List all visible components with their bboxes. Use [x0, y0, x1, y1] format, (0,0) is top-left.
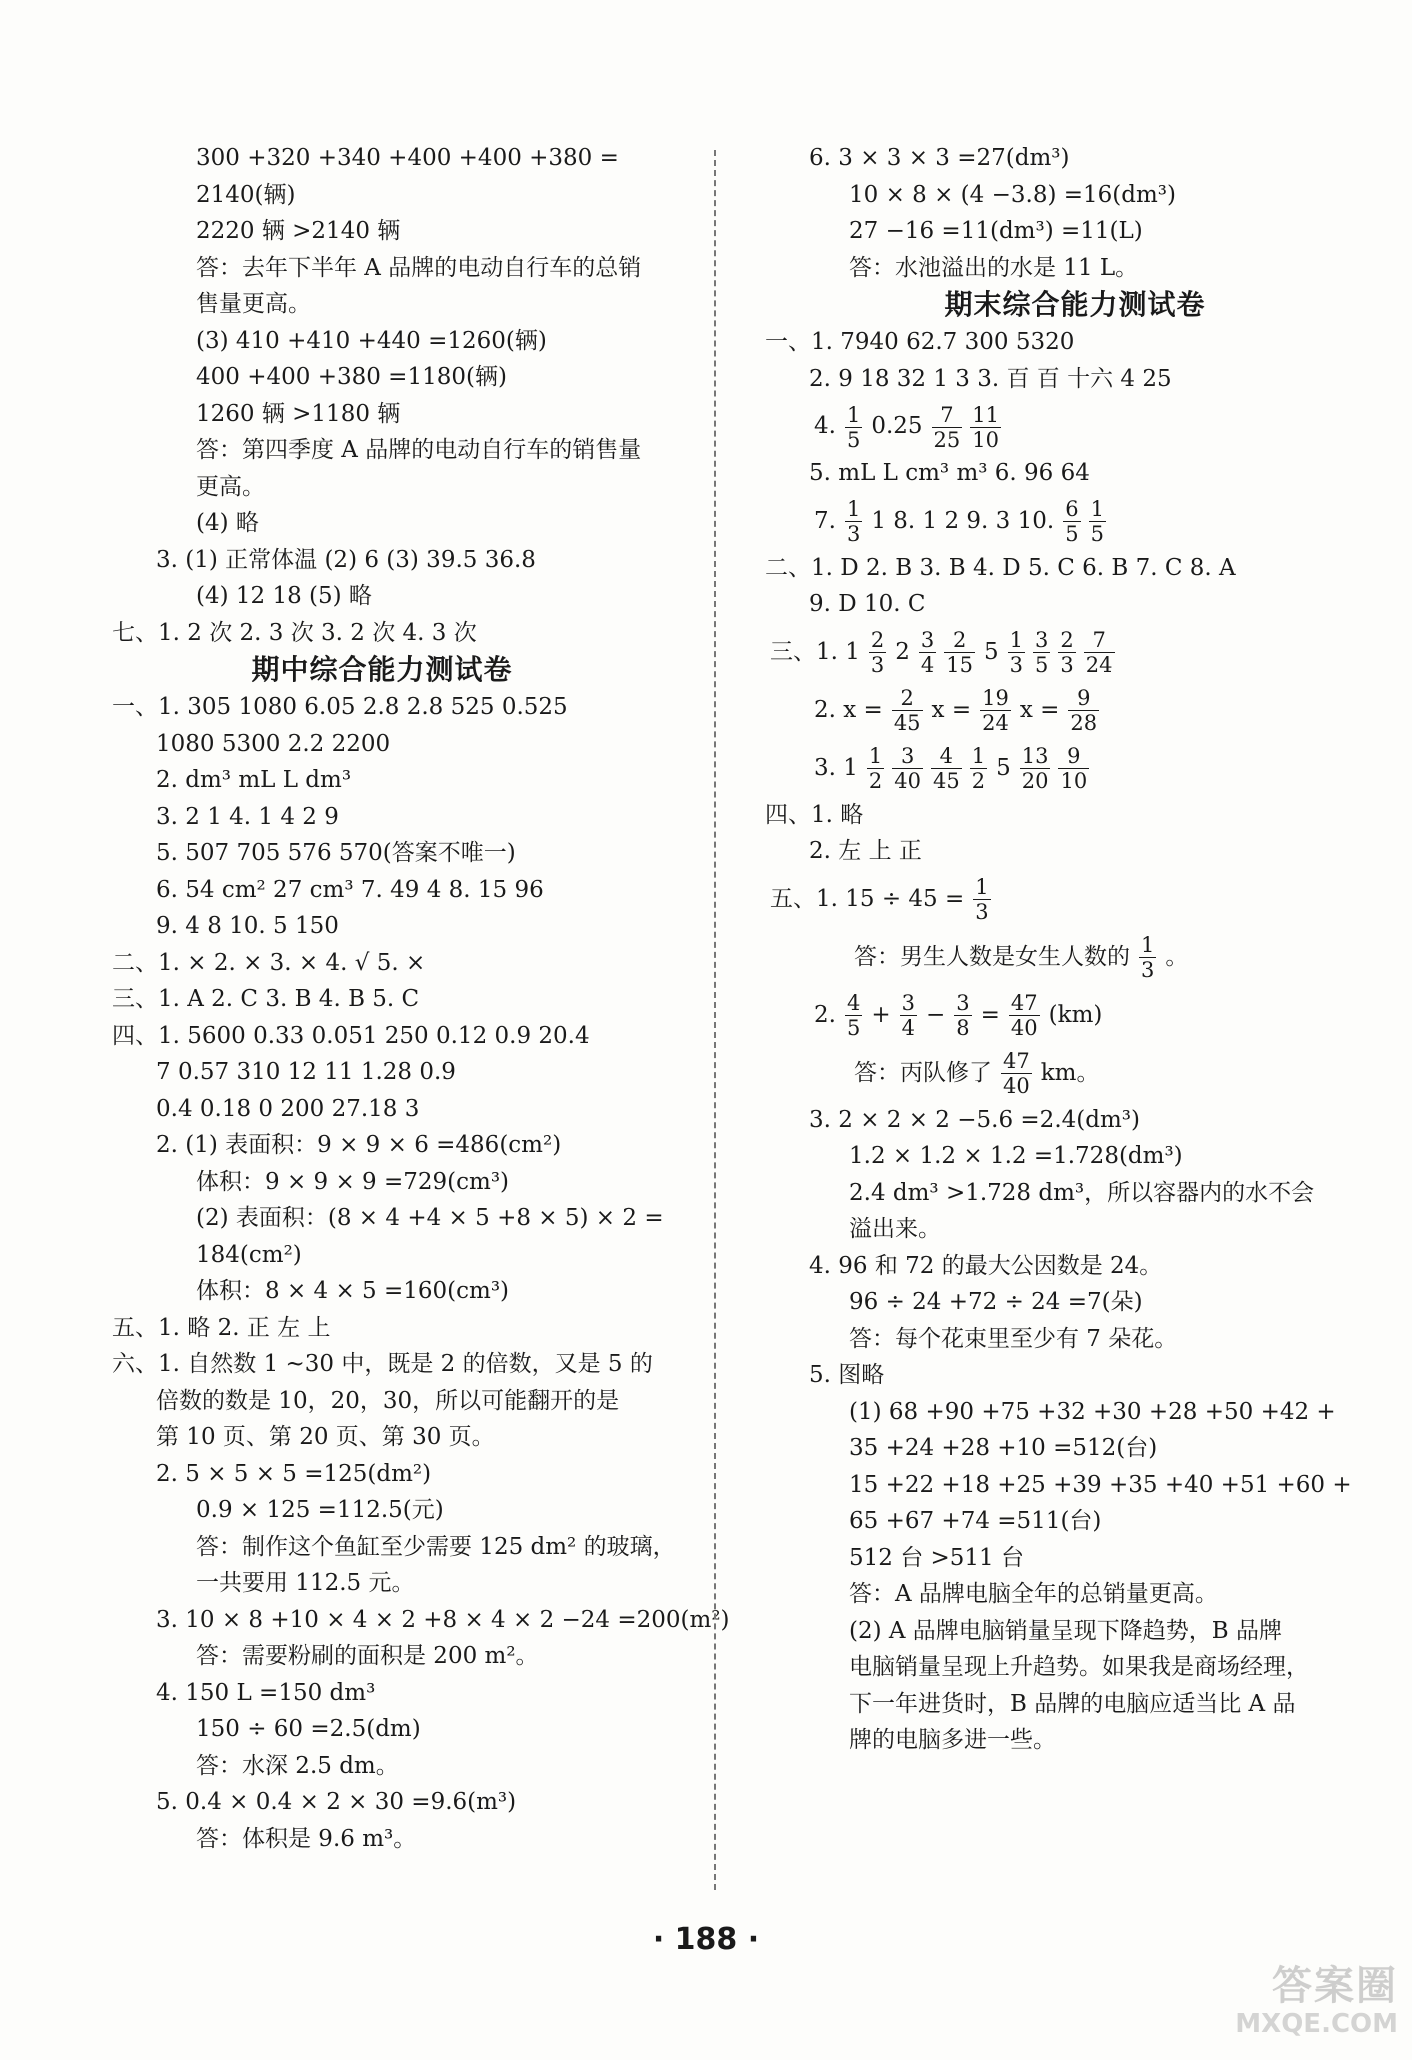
fraction-denominator: 2 — [971, 769, 986, 793]
answer-line: 答：第四季度 A 品牌的电动自行车的销售量 — [196, 437, 642, 463]
fraction — [1139, 933, 1156, 982]
answer-line: 27 −16 =11(dm³) =11(L) — [849, 218, 1143, 244]
answer-line: 1080 5300 2.2 2200 — [156, 730, 391, 757]
fraction-numerator: 2 — [892, 686, 923, 711]
fraction-denominator: 40 — [1003, 1074, 1030, 1098]
fraction-numerator: 1 — [975, 875, 989, 899]
answer-line: 牌的电脑多进一些。 — [849, 1727, 1056, 1753]
answer-line: 0.9 × 125 =112.5(元) — [196, 1497, 444, 1523]
answer-line: 2140(辆) — [196, 181, 296, 208]
answer-line: 4. 150 L =150 dm³ — [156, 1679, 376, 1706]
fraction — [900, 991, 917, 1040]
answer-line — [765, 739, 1345, 797]
fraction-denominator: 5 — [846, 427, 861, 452]
answer-text: km。 — [1040, 1059, 1100, 1086]
answer-line — [765, 681, 1345, 739]
answer-line: (1) 68 +90 +75 +32 +30 +28 +50 +42 + — [849, 1398, 1336, 1425]
fraction-denominator: 20 — [1021, 769, 1049, 793]
answer-line: 答：需要粉刷的面积是 200 m²。 — [196, 1643, 539, 1669]
fraction — [845, 403, 862, 452]
fraction — [1009, 991, 1040, 1040]
section-title: 期中综合能力测试卷 — [251, 653, 513, 686]
fraction-denominator: 10 — [1060, 769, 1088, 793]
answer-line: 3. 2 1 4. 1 4 2 9 — [156, 803, 339, 830]
fraction — [1068, 686, 1099, 735]
answer-line: 一、1. 305 1080 6.05 2.8 2.8 525 0.525 — [112, 694, 568, 720]
fraction-denominator: 5 — [1035, 653, 1049, 677]
page-number: · 188 · — [652, 1922, 760, 1957]
answer-line: 184(cm²) — [196, 1241, 302, 1268]
answer-text: 。 — [1165, 943, 1189, 970]
fraction-denominator: 24 — [982, 711, 1009, 735]
fraction-numerator: 2 — [944, 628, 975, 653]
answer-text: 答：丙队修了 — [854, 1059, 992, 1086]
fraction-denominator: 3 — [870, 653, 885, 677]
answer-line: (2) 表面积：(8 × 4 +4 × 5 +8 × 5) × 2 = — [196, 1205, 664, 1231]
fraction-numerator: 3 — [892, 744, 923, 769]
answer-line: 6. 54 cm² 27 cm³ 7. 49 4 8. 15 96 — [156, 876, 544, 903]
fraction-numerator: 47 — [1010, 991, 1038, 1015]
fraction-numerator: 1 — [1090, 497, 1104, 521]
answer-line: 溢出来。 — [849, 1216, 941, 1242]
fraction-numerator: 1 — [846, 402, 861, 427]
fraction-denominator: 4 — [901, 1016, 915, 1040]
answer-line: 答：A 品牌电脑全年的总销量更高。 — [849, 1581, 1218, 1607]
fraction — [1058, 628, 1075, 677]
answer-text: (km) — [1048, 1001, 1103, 1028]
answer-line: 5. 507 705 576 570(答案不唯一) — [156, 840, 516, 866]
answer-line: 300 +320 +340 +400 +400 +380 = — [196, 145, 619, 171]
section-title: 期末综合能力测试卷 — [944, 288, 1206, 321]
answer-text: 2. — [814, 1001, 836, 1028]
fraction-numerator: 19 — [982, 686, 1009, 710]
fraction — [1063, 497, 1080, 546]
answer-line — [765, 870, 1345, 928]
answer-line: 15 +22 +18 +25 +39 +35 +40 +51 +60 + — [849, 1471, 1352, 1498]
answer-line: (4) 略 — [196, 510, 259, 536]
fraction — [845, 497, 862, 546]
fraction-numerator: 1 — [1141, 933, 1155, 957]
fraction-numerator: 47 — [1003, 1049, 1030, 1073]
answer-line: 售量更高。 — [196, 291, 311, 317]
fraction — [1033, 628, 1050, 677]
answer-line: 体积：8 × 4 × 5 =160(cm³) — [196, 1278, 510, 1304]
left-column — [112, 140, 730, 1857]
watermark-logo-text: 答案圈 — [1272, 1963, 1398, 2009]
answer-line: 体积：9 × 9 × 9 =729(cm³) — [196, 1168, 510, 1195]
answer-line: 一共要用 112.5 元。 — [196, 1570, 415, 1596]
answer-line: 2. (1) 表面积：9 × 9 × 6 =486(cm²) — [156, 1132, 562, 1158]
fraction-numerator: 2 — [870, 628, 885, 652]
fraction-numerator: 3 — [920, 628, 935, 652]
fraction-numerator: 11 — [972, 402, 1000, 427]
fraction — [954, 991, 971, 1040]
answer-text: x = — [1019, 696, 1060, 723]
fraction — [1001, 1049, 1032, 1098]
answer-line: 65 +67 +74 =511(台) — [849, 1508, 1102, 1534]
fraction-denominator: 5 — [1065, 522, 1079, 546]
fraction-numerator: 9 — [1058, 744, 1089, 769]
answer-text: − — [925, 1001, 946, 1028]
fraction-numerator: 3 — [956, 991, 970, 1015]
fraction-denominator: 3 — [1009, 653, 1024, 677]
answer-line — [765, 928, 1345, 986]
answer-line: 答：水池溢出的水是 11 L。 — [849, 254, 1139, 281]
answer-text: + — [871, 1001, 891, 1028]
fraction — [973, 875, 990, 924]
answer-line: 1.2 × 1.2 × 1.2 =1.728(dm³) — [849, 1143, 1183, 1169]
answer-line: 答：制作这个鱼缸至少需要 125 dm² 的玻璃， — [196, 1533, 676, 1560]
column-divider — [714, 150, 716, 1890]
answer-text: 5 — [984, 638, 999, 665]
answer-line: 更高。 — [196, 473, 265, 500]
fraction-numerator: 1 — [1009, 628, 1024, 652]
answer-line: 3. 10 × 8 +10 × 4 × 2 +8 × 4 × 2 −24 =200(m²) — [156, 1606, 730, 1633]
answer-line: 倍数的数是 10，20，30，所以可能翻开的是 — [156, 1387, 620, 1414]
answer-line: 2. 左 上 正 — [809, 838, 922, 864]
fraction-numerator: 2 — [1060, 628, 1074, 652]
fraction-denominator: 24 — [1085, 653, 1113, 677]
fraction-numerator: 4 — [931, 744, 962, 769]
answer-line: 2220 辆 >2140 辆 — [196, 218, 401, 244]
answer-line: 2. 9 18 32 1 3 3. 百 百 十六 4 25 — [809, 365, 1172, 392]
answer-line: 3. 2 × 2 × 2 −5.6 =2.4(dm³) — [809, 1106, 1140, 1133]
answer-line: 电脑销量呈现上升趋势。如果我是商场经理， — [849, 1654, 1309, 1680]
answer-line — [765, 492, 1345, 550]
fraction-denominator: 45 — [893, 711, 921, 735]
fraction — [869, 628, 886, 677]
answer-line: 400 +400 +380 =1180(辆) — [196, 364, 507, 390]
answer-text: 7. — [814, 507, 836, 534]
answer-line: 10 × 8 × (4 −3.8) =16(dm³) — [849, 181, 1176, 208]
answer-text: 2 — [895, 638, 910, 665]
answer-line: (4) 12 18 (5) 略 — [196, 583, 372, 609]
answer-line: 9. 4 8 10. 5 150 — [156, 913, 339, 939]
answer-text: 五、1. 15 ÷ 45 = — [770, 885, 965, 912]
answer-line: 答：每个花束里至少有 7 朵花。 — [849, 1325, 1178, 1352]
answer-line: 3. (1) 正常体温 (2) 6 (3) 39.5 36.8 — [156, 546, 536, 573]
fraction — [1084, 628, 1115, 677]
answer-line: 六、1. 自然数 1 ~30 中，既是 2 的倍数，又是 5 的 — [112, 1351, 653, 1377]
fraction-numerator: 3 — [1035, 628, 1049, 652]
answer-line: 2. dm³ mL L dm³ — [156, 767, 352, 793]
watermark-url: MXQE.COM — [1235, 2009, 1398, 2039]
fraction — [1008, 628, 1025, 677]
fraction — [892, 686, 923, 735]
answer-line: 四、1. 5600 0.33 0.051 250 0.12 0.9 20.4 — [112, 1022, 590, 1049]
fraction-denominator: 40 — [1010, 1016, 1038, 1040]
answer-line: 答：去年下半年 A 品牌的电动自行车的总销 — [196, 254, 642, 281]
fraction-denominator: 8 — [956, 1016, 970, 1040]
answer-line: 七、1. 2 次 2. 3 次 3. 2 次 4. 3 次 — [112, 619, 477, 646]
answer-line: 2.4 dm³ >1.728 dm³，所以容器内的水不会 — [849, 1179, 1315, 1206]
fraction-denominator: 40 — [894, 769, 921, 793]
fraction — [970, 403, 1001, 452]
answer-text: 4. — [814, 413, 836, 439]
answer-line: (3) 410 +410 +440 =1260(辆) — [196, 327, 547, 354]
answer-text: 2. x = — [814, 696, 883, 723]
fraction — [932, 403, 963, 452]
fraction — [892, 744, 923, 793]
fraction-numerator: 4 — [846, 991, 861, 1015]
watermark-logo — [1188, 1954, 1398, 2050]
fraction-denominator: 3 — [975, 900, 989, 924]
answer-line: 第 10 页、第 20 页、第 30 页。 — [156, 1424, 495, 1450]
fraction — [970, 744, 987, 793]
fraction-denominator: 25 — [933, 427, 961, 452]
fraction — [867, 744, 884, 793]
answer-line: 96 ÷ 24 +72 ÷ 24 =7(朵) — [849, 1289, 1143, 1315]
answer-line — [765, 986, 1345, 1044]
fraction-numerator: 3 — [901, 991, 915, 1015]
fraction — [1020, 744, 1051, 793]
answer-text: 5 — [996, 754, 1011, 781]
fraction — [1058, 744, 1089, 793]
fraction-denominator: 5 — [1090, 522, 1104, 546]
answer-line: 150 ÷ 60 =2.5(dm) — [196, 1716, 421, 1742]
fraction-denominator: 28 — [1070, 711, 1098, 735]
answer-line: 四、1. 略 — [765, 801, 864, 828]
answer-line: 4. 96 和 72 的最大公因数是 24。 — [809, 1252, 1163, 1279]
answer-line: 5. mL L cm³ m³ 6. 96 64 — [809, 460, 1090, 486]
answer-line: 一、1. 7940 62.7 300 5320 — [765, 329, 1075, 355]
answer-line: 5. 图略 — [809, 1362, 885, 1388]
fraction-numerator: 7 — [932, 403, 963, 428]
answer-line: 35 +24 +28 +10 =512(台) — [849, 1435, 1158, 1461]
answer-text: 3. 1 — [814, 754, 858, 781]
answer-line — [765, 623, 1345, 681]
answer-line: 二、1. D 2. B 3. B 4. D 5. C 6. B 7. C 8. A — [765, 554, 1236, 581]
fraction — [980, 686, 1011, 735]
answer-line: 5. 0.4 × 0.4 × 2 × 30 =9.6(m³) — [156, 1789, 517, 1815]
answer-line: 三、1. A 2. C 3. B 4. B 5. C — [112, 986, 420, 1012]
fraction-denominator: 45 — [933, 769, 960, 793]
answer-text: 0.25 — [871, 413, 923, 439]
fraction — [845, 991, 862, 1040]
fraction-numerator: 1 — [846, 497, 861, 521]
answer-line: 答：水深 2.5 dm。 — [196, 1752, 399, 1779]
right-column — [765, 140, 1352, 1759]
fraction-denominator: 10 — [972, 427, 1000, 452]
fraction-denominator: 3 — [1060, 653, 1074, 677]
fraction-denominator: 15 — [946, 653, 974, 677]
answer-text: = — [980, 1001, 1000, 1028]
fraction-numerator: 9 — [1068, 686, 1099, 711]
answer-line: 512 台 >511 台 — [849, 1544, 1025, 1571]
answer-line: 2. 5 × 5 × 5 =125(dm²) — [156, 1460, 432, 1487]
answer-line: 二、1. × 2. × 3. × 4. √ 5. × — [112, 949, 426, 976]
fraction — [919, 628, 936, 677]
answer-text: 答：男生人数是女生人数的 — [854, 943, 1130, 970]
answer-line: 7 0.57 310 12 11 1.28 0.9 — [156, 1059, 456, 1085]
fraction-numerator: 1 — [971, 744, 986, 768]
fraction-numerator: 6 — [1065, 497, 1079, 521]
answer-line: 6. 3 × 3 × 3 =27(dm³) — [809, 145, 1070, 171]
fraction-numerator: 1 — [868, 744, 883, 768]
fraction-denominator: 2 — [868, 769, 883, 793]
answer-line: 下一年进货时，B 品牌的电脑应适当比 A 品 — [849, 1690, 1296, 1717]
fraction-numerator: 7 — [1084, 628, 1115, 653]
answer-line: (2) A 品牌电脑销量呈现下降趋势，B 品牌 — [849, 1617, 1283, 1644]
fraction — [1089, 497, 1106, 546]
fraction-denominator: 3 — [1141, 958, 1155, 982]
answer-line: 五、1. 略 2. 正 左 上 — [112, 1314, 331, 1341]
answer-line — [765, 1044, 1345, 1102]
answer-line — [765, 397, 1345, 455]
fraction-denominator: 3 — [846, 522, 861, 546]
fraction — [931, 744, 962, 793]
answer-text: x = — [931, 696, 972, 723]
fraction-denominator: 4 — [920, 653, 935, 677]
fraction-denominator: 5 — [846, 1016, 861, 1040]
answer-line: 0.4 0.18 0 200 27.18 3 — [156, 1095, 420, 1122]
answer-text: 1 8. 1 2 9. 3 10. — [871, 507, 1055, 534]
fraction — [944, 628, 975, 677]
answer-line: 9. D 10. C — [809, 591, 926, 617]
answer-line: 1260 辆 >1180 辆 — [196, 400, 401, 427]
answer-text: 三、1. 1 — [770, 638, 860, 665]
fraction-numerator: 13 — [1021, 744, 1049, 768]
answer-line: 答：体积是 9.6 m³。 — [196, 1825, 417, 1852]
